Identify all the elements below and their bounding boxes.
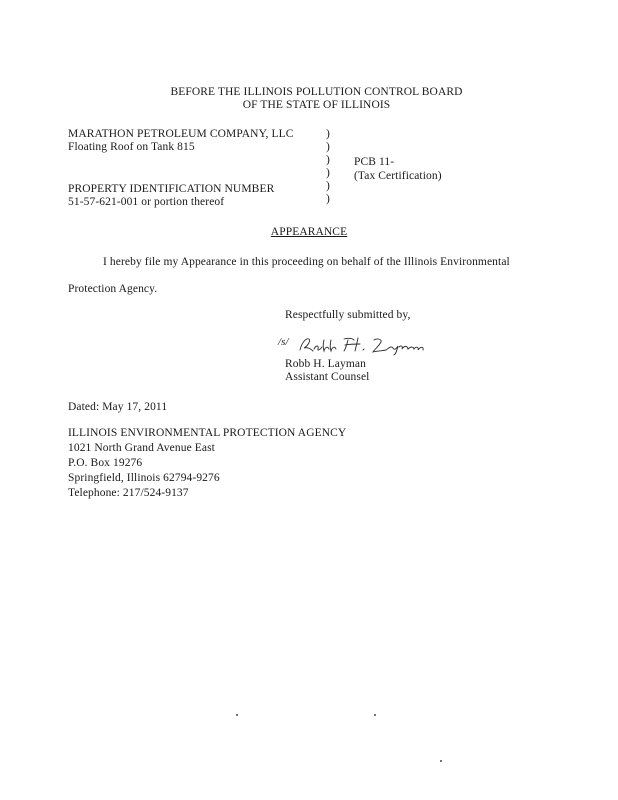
paren: ) [326, 141, 330, 153]
signer-name: Robb H. Layman [285, 358, 366, 370]
paren: ) [326, 193, 330, 205]
board-title [0, 86, 618, 112]
paren: ) [326, 180, 330, 192]
property-label: PROPERTY IDENTIFICATION NUMBER [68, 183, 275, 195]
appearance-heading-text: APPEARANCE [270, 226, 348, 238]
date-line: Dated: May 17, 2011 [68, 401, 168, 413]
petitioner-name: MARATHON PETROLEUM COMPANY, LLC [68, 128, 294, 140]
pcb-number: PCB 11- [354, 156, 395, 168]
signer-title: Assistant Counsel [285, 371, 370, 383]
agency-phone: Telephone: 217/524-9137 [68, 487, 189, 499]
appearance-text-continued: Protection Agency. [68, 283, 158, 295]
agency-city: Springfield, Illinois 62794-9276 [68, 472, 220, 484]
paren: ) [326, 154, 330, 166]
board-title-line2: OF THE STATE OF ILLINOIS [242, 99, 391, 111]
scan-speck [374, 714, 376, 716]
appearance-heading [0, 226, 618, 238]
signer-block [285, 358, 369, 384]
signature-prefix: /s/ [278, 336, 289, 348]
scan-speck [440, 760, 442, 762]
petitioner-block [68, 128, 293, 154]
tax-certification: (Tax Certification) [354, 170, 442, 182]
agency-name: ILLINOIS ENVIRONMENTAL PROTECTION AGENCY [68, 427, 347, 439]
property-number: 51-57-621-001 or portion thereof [68, 196, 225, 208]
scan-speck [236, 714, 238, 716]
property-block [68, 183, 274, 209]
handwritten-signature [278, 332, 438, 356]
case-number-block [354, 155, 442, 183]
paren: ) [326, 128, 330, 140]
paren: ) [326, 167, 330, 179]
agency-street: 1021 North Grand Avenue East [68, 442, 215, 454]
agency-pobox: P.O. Box 19276 [68, 457, 143, 469]
signature [278, 332, 438, 356]
petitioner-subject: Floating Roof on Tank 815 [68, 141, 195, 153]
caption-parentheses [326, 128, 330, 206]
respectfully-submitted: Respectfully submitted by, [285, 309, 411, 321]
board-title-line1: BEFORE THE ILLINOIS POLLUTION CONTROL BOARD [170, 86, 463, 98]
agency-address-block [68, 426, 346, 501]
appearance-text: I hereby file my Appearance in this proceeding on behalf of the Illinois Environmental [103, 256, 510, 268]
